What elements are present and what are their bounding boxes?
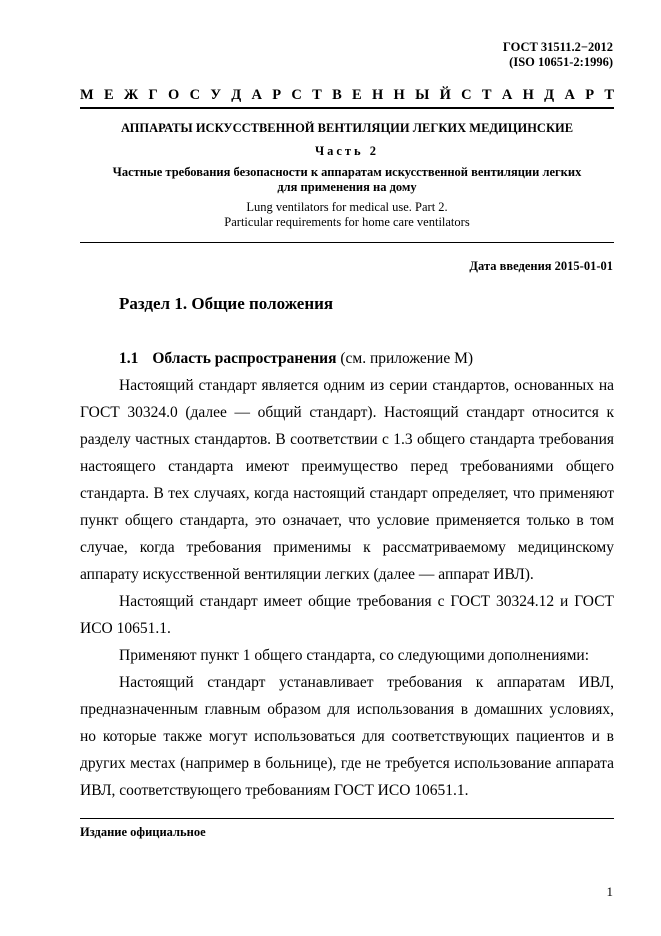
- iso-number: (ISO 10651-2:1996): [509, 55, 613, 69]
- gost-code-block: [413, 40, 613, 70]
- section-body: [80, 345, 614, 804]
- clause-reference: (см. приложение М): [336, 350, 474, 367]
- document-subtitle: [80, 165, 614, 195]
- english-title: [80, 200, 614, 230]
- english-title-line-1: Lung ventilators for medical use. Part 2.: [246, 200, 448, 214]
- interstate-standard-heading: М Е Ж Г О С У Д А Р С Т В Е Н Н Ы Й С Т А Н Д А Р Т: [80, 87, 614, 103]
- footer-divider: [80, 818, 614, 819]
- gost-number: ГОСТ 31511.2−2012: [502, 40, 613, 54]
- subtitle-line-2: для применения на дому: [277, 180, 417, 194]
- paragraph: Применяют пункт 1 общего стандарта, со следующими дополнениями:: [119, 647, 590, 664]
- title-divider: [80, 242, 614, 243]
- clause-heading: [80, 345, 614, 372]
- introduction-date: Дата введения 2015-01-01: [469, 259, 613, 273]
- clause-number: 1.1: [119, 350, 139, 367]
- english-title-line-2: Particular requirements for home care ventilators: [224, 215, 470, 229]
- edition-note: Издание официальное: [80, 825, 206, 839]
- section-title: Раздел 1. Общие положения: [119, 294, 334, 313]
- paragraph: Настоящий стандарт имеет общие требования с ГОСТ 30324.12 и ГОСТ ИСО 10651.1.: [80, 593, 614, 637]
- part-label: Часть 2: [314, 144, 380, 158]
- paragraph: Настоящий стандарт устанавливает требования к аппаратам ИВЛ, предназначенным главным образом для использования в домашних условиях, но которые также могут использоваться для соответствующих пациентов и в других местах (например в больнице), где не требуется использование аппарата ИВЛ, соответствующего требованиям ГОСТ ИСО 10651.1.: [80, 674, 614, 799]
- header-divider: [80, 107, 614, 109]
- clause-title: Область распространения: [152, 350, 337, 367]
- paragraph: Настоящий стандарт является одним из серии стандартов, основанных на ГОСТ 30324.0 (далее — общий стандарт). Настоящий стандарт относится к разделу частных стандартов. В соответствии с 1.3 общего стандарта требования настоящего стандарта имеют преимущество перед требованиями общего стандарта. В тех случаях, когда настоящий стандарт определяет, что применяют пункт общего стандарта, это означает, что условие применяется только в том случае, когда требования применимы к рассматриваемому медицинскому аппарату искусственной вентиляции легких (далее — аппарат ИВЛ).: [80, 377, 614, 583]
- page-number: 1: [606, 884, 613, 899]
- document-title: АППАРАТЫ ИСКУССТВЕННОЙ ВЕНТИЛЯЦИИ ЛЕГКИХ МЕДИЦИНСКИЕ: [120, 121, 574, 135]
- subtitle-line-1: Частные требования безопасности к аппаратам искусственной вентиляции легких: [112, 165, 582, 179]
